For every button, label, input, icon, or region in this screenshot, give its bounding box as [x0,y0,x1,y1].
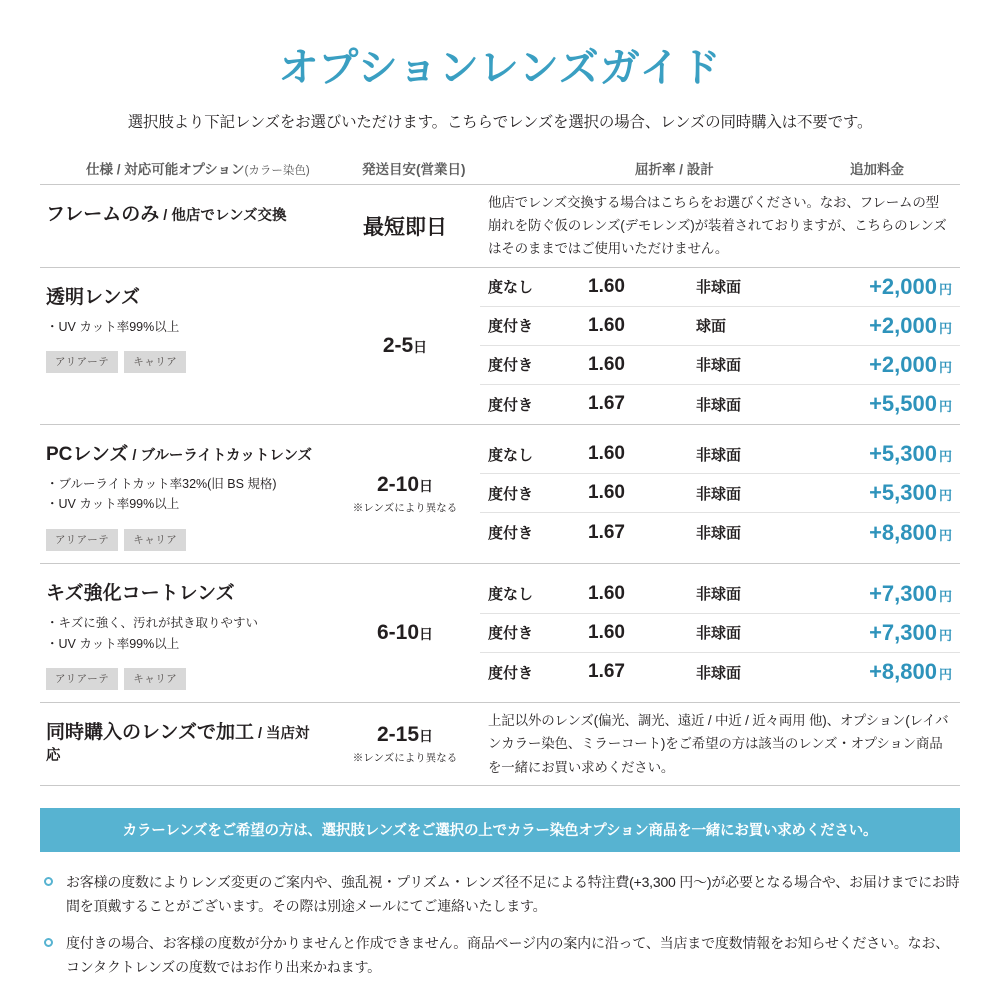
row-detail-cell [480,703,960,785]
option-degree: 度付き [488,396,534,414]
lens-name [46,439,324,466]
lens-feature-item: ・UV カット率99%以上 [46,319,180,334]
option-price-unit: 円 [938,449,952,465]
option-index: 1.67 [588,521,625,543]
option-price-unit: 円 [938,359,952,375]
lens-feature-list [46,474,324,515]
row-shipping-cell [330,564,480,702]
note-text: お客様の度数によりレンズ変更のご案内や、強乱視・プリズム・レンズ径不足による特注費(+3,300 円〜)が必要となる場合や、お届けまでにお時間を頂戴することがございます。その際は別途メールにてご連絡いたします。 [66,873,960,915]
shipping-unit: 日 [419,727,434,744]
option-degree: 度付き [488,525,534,543]
option-design: 非球面 [696,446,742,464]
lens-feature-item: ・UV カット率99%以上 [46,497,180,512]
option-price-unit: 円 [938,527,952,543]
option-price: +8,800 円 [869,519,952,545]
option-price: +5,300 円 [869,480,952,506]
row-detail-cell [480,425,960,563]
option-index: 1.60 [588,275,625,297]
option-degree: 度なし [488,279,534,297]
lens-name-sub: / 当店対応 [46,726,310,765]
option-row [480,307,960,346]
column-headers [40,158,960,184]
row-shipping-cell [330,703,480,785]
lens-rows [0,185,1000,785]
lens-feature-item: ・UV カット率99%以上 [46,636,180,651]
option-price: +2,000 円 [869,312,952,338]
table-row [40,268,960,424]
option-badge: キャリア [124,351,186,373]
option-price-unit: 円 [938,667,952,683]
row-spec-cell [40,268,330,424]
option-design: 非球面 [696,279,742,297]
shipping-note: ※レンズにより異なる [352,501,458,514]
note-bullet-icon [44,877,53,886]
lens-name-main: フレームのみ [46,204,160,225]
option-degree: 度付き [488,357,534,375]
option-row [480,346,960,385]
note-text: 度付きの場合、お客様の度数が分かりませんと作成できません。商品ページ内の案内に沿って、当店まで度数情報をお知らせください。なお、コンタクトレンズの度数ではお作り出来かねます。 [66,934,950,976]
option-degree: 度なし [488,446,534,464]
shipping-unit: 日 [413,338,428,355]
note-item [44,870,960,919]
shipping-estimate: 2-15日 [376,722,434,746]
option-row [480,474,960,513]
table-bottom-divider [40,785,960,786]
option-price: +2,000 円 [869,351,952,377]
row-shipping-cell [330,268,480,424]
option-row [480,268,960,307]
shipping-unit: 日 [419,626,434,643]
option-row [480,513,960,552]
lens-name-main: 透明レンズ [46,286,140,308]
option-price: +7,300 円 [869,580,952,606]
lens-name [46,199,324,226]
table-row [40,703,960,785]
option-badges [46,351,324,373]
page-title: オプションレンズガイド [278,46,722,90]
option-price-unit: 円 [938,281,952,297]
row-shipping-cell [330,425,480,563]
lens-name [46,578,324,605]
option-badge: アリアーテ [46,529,118,551]
option-index: 1.60 [588,621,625,643]
lens-name-main: 同時購入のレンズで加工 [46,722,254,744]
option-price-unit: 円 [938,627,952,643]
lens-name-main: キズ強化コートレンズ [46,582,235,604]
row-spec-cell [40,425,330,563]
lens-name [46,282,324,309]
lens-feature-list [46,317,324,338]
option-index: 1.67 [588,393,625,415]
option-degree: 度付き [488,485,534,503]
shipping-estimate: 最短即日 [363,215,447,239]
row-description: 他店でレンズ交換する場合はこちらをお選びください。なお、フレームの型崩れを防ぐ仮のレンズ(デモレンズ)が装着されておりますが、こちらのレンズはそのままではご使用いただけません。 [488,195,947,257]
column-header-price: 追加料金 [850,162,904,177]
lens-name-sub: / ブルーライトカットレンズ [128,447,313,464]
lens-name-main: PCレンズ [46,443,129,465]
option-degree: 度付き [488,318,534,336]
lens-feature-list [46,613,324,654]
lens-name-sub: / 他店でレンズ交換 [159,208,287,224]
table-row [40,425,960,563]
option-index: 1.60 [588,353,625,375]
option-row [480,614,960,653]
option-degree: 度付き [488,625,534,643]
option-design: 非球面 [696,664,742,682]
option-design: 非球面 [696,357,742,375]
color-lens-banner: カラーレンズをご希望の方は、選択肢レンズをご選択の上でカラー染色オプション商品を一緒にお買い求めください。 [40,808,960,852]
option-index: 1.60 [588,443,625,465]
page-subtitle: 選択肢より下記レンズをお選びいただけます。こちらでレンズを選択の場合、レンズの同時購入は不要です。 [127,114,873,131]
option-price: +8,800 円 [869,659,952,685]
option-row [480,575,960,614]
option-design: 非球面 [696,625,742,643]
row-spec-cell [40,703,330,785]
option-index: 1.60 [588,582,625,604]
option-price: +7,300 円 [869,619,952,645]
shipping-unit: 日 [419,477,434,494]
row-spec-cell [40,564,330,702]
row-detail-cell [480,564,960,702]
shipping-estimate: 2-10日 [376,472,434,496]
option-badge: キャリア [124,668,186,690]
option-index: 1.60 [588,482,625,504]
note-item [44,931,960,980]
option-degree: 度なし [488,586,534,604]
column-header-shipping: 発送目安(営業日) [362,162,466,177]
row-description: 上記以外のレンズ(偏光、調光、遠近 / 中近 / 近々両用 他)、オプション(レイバンカラー染色、ミラーコート)をご希望の方は該当のレンズ・オプション商品を一緒にお買い求めください。 [488,713,949,775]
option-badges [46,668,324,690]
column-header-index: 屈折率 / 設計 [635,162,714,177]
option-design: 非球面 [696,485,742,503]
row-detail-cell [480,185,960,267]
lens-feature-item: ・キズに強く、汚れが拭き取りやすい [46,615,259,630]
option-price-unit: 円 [938,399,952,415]
shipping-estimate: 2-5日 [382,333,428,357]
column-header-spec-note: (カラー染色) [244,165,310,177]
option-badge: キャリア [124,529,186,551]
option-price: +2,000 円 [869,273,952,299]
row-detail-cell [480,268,960,424]
option-badges [46,529,324,551]
shipping-note: ※レンズにより異なる [352,751,458,764]
lens-feature-item: ・ブルーライトカット率32%(旧 BS 規格) [46,476,277,491]
option-row [480,385,960,424]
table-row [40,185,960,267]
table-row [40,564,960,702]
option-row [480,435,960,474]
lens-name [46,717,324,766]
option-price: +5,500 円 [869,391,952,417]
option-index: 1.67 [588,661,625,683]
option-badge: アリアーテ [46,668,118,690]
option-row [480,653,960,692]
option-design: 非球面 [696,396,742,414]
notes-list [44,870,960,980]
option-badge: アリアーテ [46,351,118,373]
option-design: 球面 [696,318,727,336]
option-degree: 度付き [488,664,534,682]
option-price: +5,300 円 [869,441,952,467]
option-index: 1.60 [588,314,625,336]
option-price-unit: 円 [938,320,952,336]
option-price-unit: 円 [938,588,952,604]
row-shipping-cell [330,185,480,267]
note-bullet-icon [44,938,53,947]
row-spec-cell [40,185,330,267]
option-design: 非球面 [696,586,742,604]
option-design: 非球面 [696,525,742,543]
shipping-estimate: 6-10日 [376,621,434,645]
option-price-unit: 円 [938,488,952,504]
column-header-spec: 仕様 / 対応可能オプション(カラー染色) [86,162,310,177]
